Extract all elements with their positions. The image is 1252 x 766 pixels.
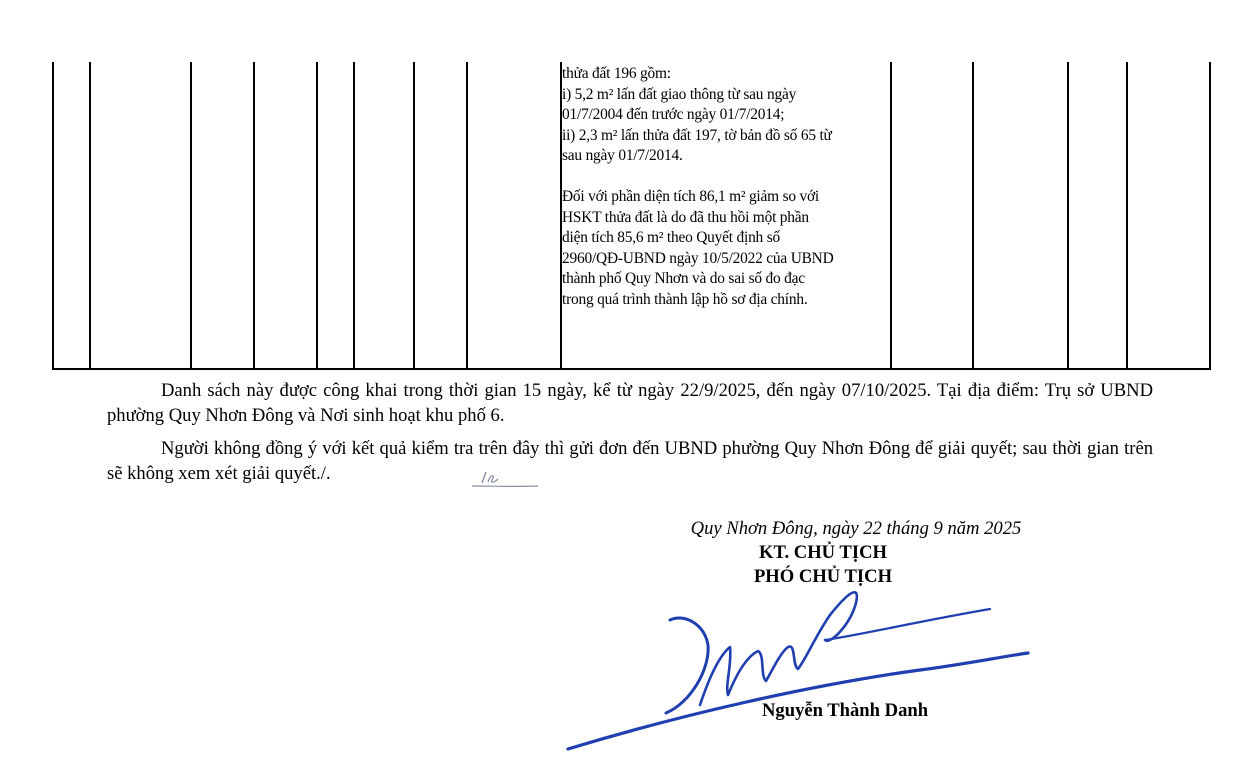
cell-line: i) 5,2 m² lấn đất giao thông từ sau ngày <box>562 85 797 103</box>
cell-line: sau ngày 01/7/2014. <box>562 147 683 165</box>
place-and-date: Quy Nhơn Đông, ngày 22 tháng 9 năm 2025 <box>690 518 1022 539</box>
table-column-border <box>89 62 91 368</box>
cell-line: thành phố Quy Nhơn và do sai số đo đạc <box>562 270 805 288</box>
complaint-notice-paragraph: Người không đồng ý với kết quả kiểm tra trên đây thì gửi đơn đến UBND phường Quy Nhơn Đông để giải quyết; sau thời gian trên sẽ không xem xét giải quyết./. <box>107 438 1153 484</box>
table-cell-note <box>562 64 890 311</box>
table-column-border <box>890 62 892 368</box>
table-column-border <box>1209 62 1211 368</box>
table-column-border <box>190 62 192 368</box>
signer-name: Nguyễn Thành Danh <box>762 700 929 721</box>
cell-line: trong quá trình thành lập hồ sơ địa chính. <box>562 290 808 308</box>
cell-line: 2960/QĐ-UBND ngày 10/5/2022 của UBND <box>562 249 834 267</box>
handwritten-signature-icon <box>560 585 1040 760</box>
signature-block <box>640 517 1072 589</box>
cell-line: diện tích 85,6 m² theo Quyết định số <box>562 229 780 247</box>
table-column-border <box>353 62 355 368</box>
table-column-border <box>1067 62 1069 368</box>
table-column-border <box>413 62 415 368</box>
cell-line: 01/7/2004 đến trước ngày 01/7/2014; <box>562 106 785 124</box>
table-column-border <box>1126 62 1128 368</box>
signer-title-secondary: PHÓ CHỦ TỊCH <box>753 566 893 587</box>
cell-line: HSKT thửa đất là do đã thu hồi một phần <box>562 208 809 226</box>
paragraph-gap <box>562 167 890 187</box>
table-column-border <box>52 62 54 368</box>
table-column-border <box>253 62 255 368</box>
initial-mark-icon <box>470 466 542 492</box>
cell-line: thửa đất 196 gồm: <box>562 65 671 82</box>
signer-title-primary: KT. CHỦ TỊCH <box>759 542 887 563</box>
table-column-border <box>466 62 468 368</box>
publication-notice-paragraph: Danh sách này được công khai trong thời gian 15 ngày, kể từ ngày 22/9/2025, đến ngày 07/10/2025. Tại địa điểm: Trụ sở UBND phường Quy Nhơn Đông và Nơi sinh hoạt khu phố 6. <box>107 380 1153 426</box>
cell-line: ii) 2,3 m² lấn thửa đất 197, tờ bản đồ số 65 từ <box>562 126 832 144</box>
table-column-border <box>972 62 974 368</box>
table-column-border <box>316 62 318 368</box>
cell-line: Đối với phần diện tích 86,1 m² giảm so với <box>562 187 820 205</box>
land-record-table <box>52 62 1211 370</box>
